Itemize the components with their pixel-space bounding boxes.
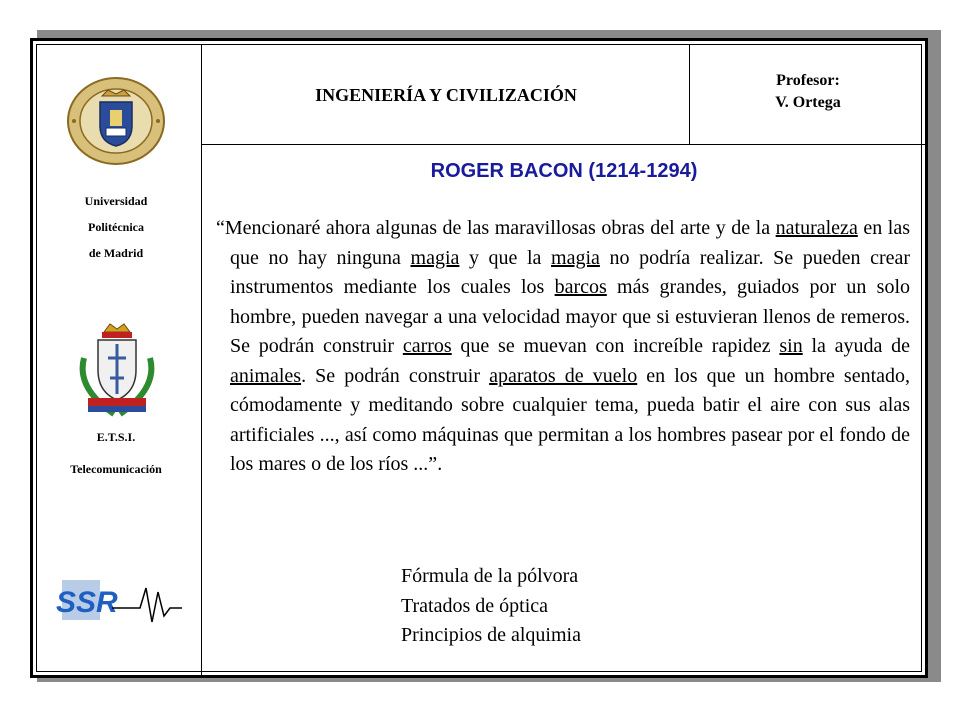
- slide-heading: ROGER BACON (1214-1294): [430, 160, 698, 182]
- list-item: Fórmula de la pólvora: [401, 565, 579, 587]
- university-name-line-3: de Madrid: [88, 246, 144, 260]
- list-item: Tratados de óptica: [401, 594, 549, 617]
- quote-segment: más grandes, guiados por un solo hombre, pueden navegar a una velocidad mayor que si estuvieran llenos de remeros. Se podrán construir: [230, 276, 910, 357]
- underlined-term: carros: [402, 335, 452, 357]
- quote-segment: no podría realizar. Se pueden crear instrumentos mediante los cuales los: [230, 246, 911, 298]
- quote-segment: que se muevan con increíble rapidez: [451, 335, 780, 357]
- course-title: INGENIERÍA Y CIVILIZACIÓN: [315, 84, 577, 105]
- bacon-quote: [216, 214, 911, 480]
- quote-segment: en las que no hay ninguna: [230, 217, 911, 269]
- professor-label: Profesor:: [776, 72, 840, 89]
- underlined-term: naturaleza: [775, 217, 858, 239]
- professor-block: [690, 70, 926, 114]
- underlined-term: magia: [410, 246, 460, 269]
- svg-text:SSR: SSR: [56, 586, 118, 619]
- ssr-logo-icon: [50, 578, 190, 628]
- list-item: Principios de alquimia: [401, 624, 581, 646]
- university-name-line-1: Universidad: [84, 194, 148, 208]
- university-name-line-2: Politécnica: [88, 220, 144, 234]
- underlined-term: barcos: [554, 276, 607, 298]
- quote-segment: y que la: [459, 246, 552, 269]
- school-name-line-1: E.T.S.I.: [96, 430, 136, 444]
- contributions-list: [401, 562, 581, 651]
- quote-segment: . Se podrán construir: [301, 364, 490, 387]
- school-name-line-2: Telecomunicación: [70, 462, 162, 476]
- quote-segment: “Mencionaré ahora algunas de las maravillosas obras del arte y de la: [216, 217, 776, 239]
- underlined-term: magia: [551, 246, 600, 269]
- professor-name: V. Ortega: [775, 94, 841, 111]
- underlined-term: sin: [779, 335, 803, 357]
- quote-segment: la ayuda de: [802, 335, 910, 357]
- university-seal-icon: [66, 76, 166, 166]
- header-divider: [201, 144, 927, 145]
- quote-text: [216, 217, 910, 475]
- quote-segment: en los que un hombre sentado, cómodamente y meditando sobre cualquier tema, pueda batir el aire con sus alas artificiales ..., así como máquinas que permitan a los hombres pasear por el fondo de los mares o de los ríos ...”.: [230, 364, 910, 475]
- school-crest-icon: [74, 318, 160, 418]
- underlined-term: animales: [230, 364, 302, 387]
- underlined-term: aparatos de vuelo: [489, 364, 638, 387]
